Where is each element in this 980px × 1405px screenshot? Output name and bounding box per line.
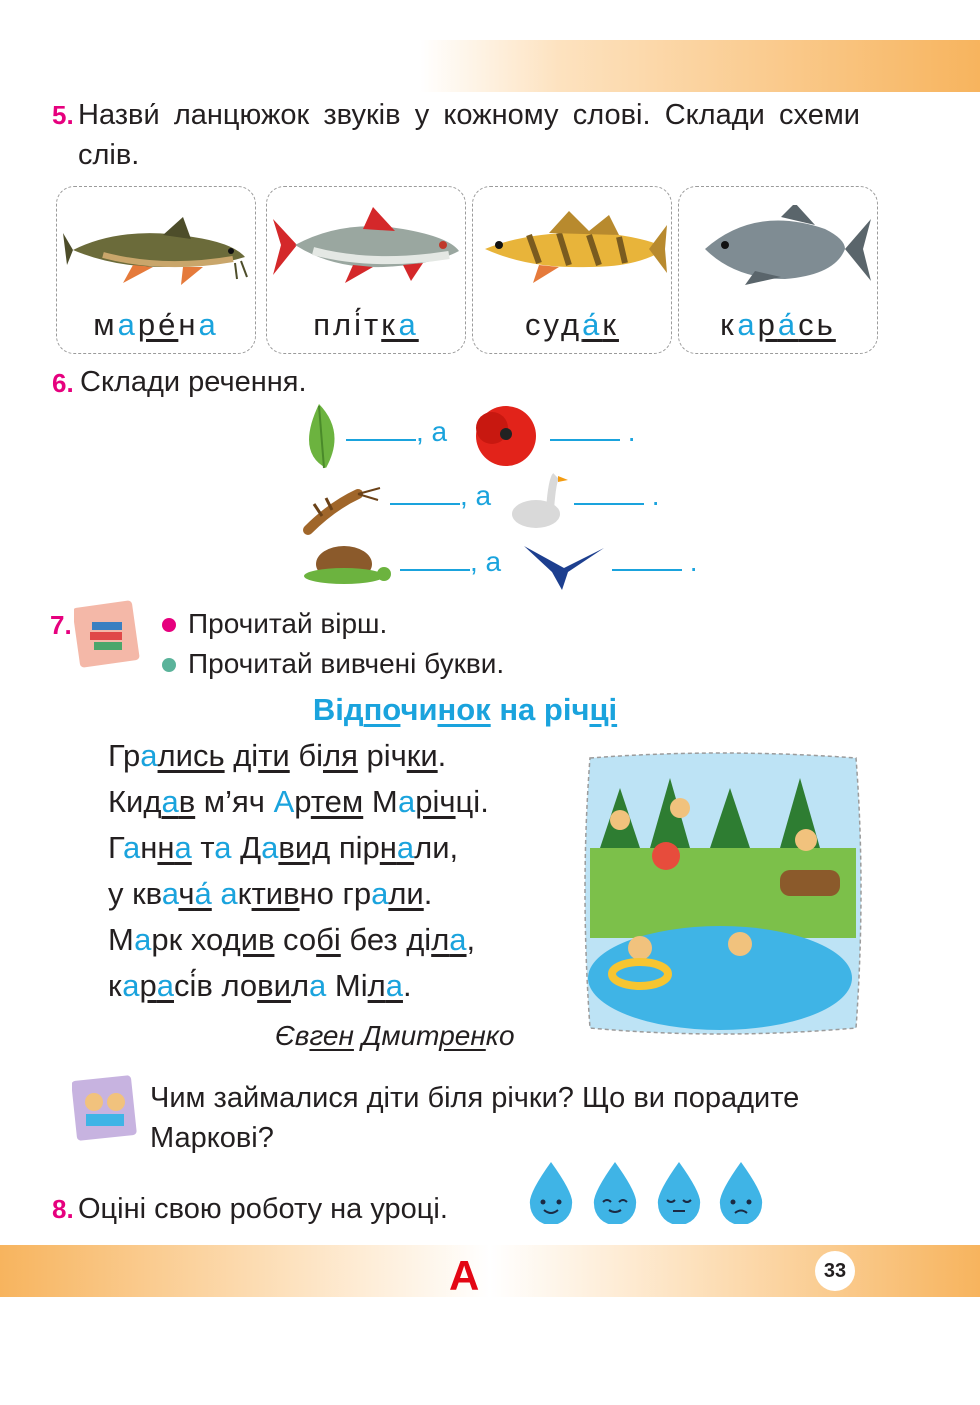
task-8-number: 8. — [52, 1194, 74, 1224]
poem-line-4: у квача́ активно грали. — [108, 876, 433, 911]
poem-title: Відпочинок на річці — [312, 692, 618, 727]
swallow-icon — [522, 538, 606, 592]
sentence-end: . — [651, 480, 660, 511]
poem-line-1: Грались діти біля річки. — [108, 738, 447, 773]
fish-card-plitka — [266, 186, 466, 354]
bullet-pink — [162, 618, 176, 632]
happy-drop-icon[interactable] — [526, 1160, 576, 1224]
task-7-bullet-2: Прочитай вивчені букви. — [188, 648, 505, 679]
word-sudak: суда́к — [525, 307, 619, 342]
poem-line-2: Кидав м’яч Артем Марічці. — [108, 784, 489, 819]
sentence-row-3 — [400, 546, 501, 578]
top-decorative-band — [420, 40, 980, 92]
task-5-text: Назви́ ланцюжок звуків у кожному слові. Склади схеми слів. — [78, 99, 860, 171]
poem-author: Євген Дмитренко — [275, 1020, 515, 1051]
discussion-question: Чим займалися діти біля річки? Що ви порадите Маркові? — [150, 1082, 800, 1154]
word-marena: маре́на — [93, 307, 219, 342]
reading-kids-icon — [72, 1074, 138, 1142]
task-7-bullet-1: Прочитай вірш. — [188, 608, 388, 639]
sentence-connector: , а — [460, 480, 492, 511]
task-8-text: Оцінi свою роботу на уроці. — [78, 1193, 448, 1225]
task-5-number: 5. — [52, 100, 74, 130]
answer-blank[interactable] — [400, 549, 470, 571]
sentence-connector: , а — [470, 546, 502, 577]
roach-fish-icon — [273, 205, 461, 285]
neutral-drop-icon[interactable] — [654, 1160, 704, 1224]
page-number: 33 — [815, 1251, 855, 1291]
task-6-number: 6. — [52, 368, 74, 398]
sentence-row-2 — [390, 480, 491, 512]
sentence-row-1 — [346, 416, 447, 448]
sentence-end: . — [689, 546, 698, 577]
turtle-icon — [296, 542, 394, 586]
books-icon — [74, 600, 140, 668]
poem-line-6: карасі́в ловила Міла. — [108, 968, 412, 1003]
answer-blank[interactable] — [390, 483, 460, 505]
fish-card-karas — [678, 186, 878, 354]
answer-blank[interactable] — [612, 549, 682, 571]
sentence-row-2-end — [574, 480, 660, 512]
task-7-number: 7. — [50, 610, 72, 640]
content-drop-icon[interactable] — [590, 1160, 640, 1224]
task-6-text: Склади речення. — [80, 366, 307, 398]
leaf-icon — [296, 402, 342, 472]
poem-line-5: Марк ходив собі без діла, — [108, 922, 476, 957]
goose-icon — [510, 470, 570, 532]
poppy-icon — [468, 402, 544, 472]
sentence-row-3-end — [612, 546, 698, 578]
sentence-end: . — [627, 416, 636, 447]
chapter-letter: А — [449, 1252, 480, 1299]
zander-fish-icon — [479, 205, 667, 285]
children-at-river-illustration — [580, 748, 866, 1040]
answer-blank[interactable] — [346, 419, 416, 441]
poem-line-3: Ганна та Давид пірнали, — [108, 830, 459, 865]
sentence-connector: , а — [416, 416, 448, 447]
crayfish-icon — [302, 486, 382, 536]
word-karas: кара́сь — [720, 307, 836, 342]
answer-blank[interactable] — [574, 483, 644, 505]
fish-card-sudak — [472, 186, 672, 354]
bullet-green — [162, 658, 176, 672]
answer-blank[interactable] — [550, 419, 620, 441]
sad-drop-icon[interactable] — [716, 1160, 766, 1224]
barbel-fish-icon — [63, 205, 251, 285]
fish-card-marena — [56, 186, 256, 354]
sentence-row-1-end — [550, 416, 636, 448]
word-plitka: плі́тка — [313, 307, 419, 342]
crucian-fish-icon — [685, 205, 873, 285]
